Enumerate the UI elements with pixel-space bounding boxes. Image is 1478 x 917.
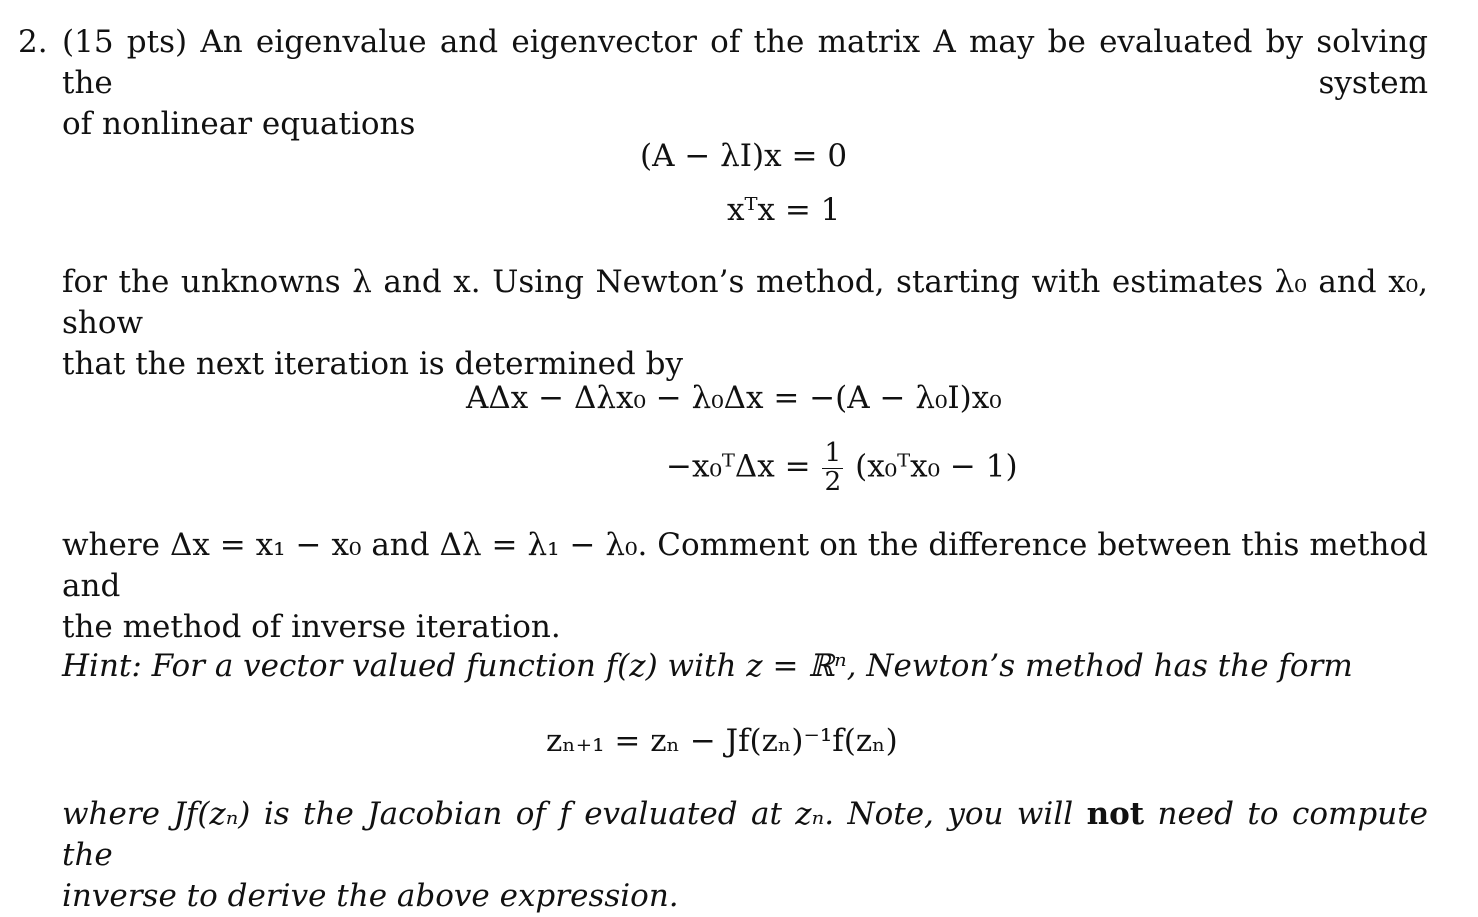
newton-eq1-lhs: AΔx − Δλx₀ − λ₀Δx bbox=[466, 380, 764, 416]
one-half-fraction bbox=[822, 440, 843, 496]
newton-hint-formula: zₙ₊₁ = zₙ − Jf(zₙ)⁻¹f(zₙ) bbox=[546, 723, 898, 759]
where-line-1: where Δx = x₁ − x₀ and Δλ = λ₁ − λ₀. Comment on the difference between this method and bbox=[62, 527, 1428, 604]
middle-line-1: for the unknowns λ and x. Using Newton’s method, starting with estimates λ₀ and x₀, show bbox=[62, 264, 1428, 341]
where-line-2: the method of inverse iteration. bbox=[62, 609, 561, 645]
system-eq2-rhs: = 1 bbox=[784, 192, 841, 228]
intro-paragraph bbox=[62, 22, 1428, 145]
system-eq1-rhs: = 0 bbox=[791, 138, 848, 174]
middle-paragraph bbox=[62, 262, 1428, 385]
fraction-denominator: 2 bbox=[824, 466, 842, 497]
hint-line-2 bbox=[62, 794, 1428, 876]
middle-line-2: that the next iteration is determined by bbox=[62, 346, 683, 382]
hint-line-2-before: where Jf(zₙ) is the Jacobian of f evaluated at zₙ. Note, you will bbox=[62, 796, 1087, 832]
intro-line-1: (15 pts) An eigenvalue and eigenvector of the matrix A may be evaluated by solving the system bbox=[62, 24, 1428, 101]
newton-eq2-equals: = bbox=[784, 448, 811, 485]
system-equation-2 bbox=[727, 190, 840, 231]
system-equation-1 bbox=[640, 136, 847, 177]
system-eq2-lhs: xᵀx bbox=[727, 192, 775, 228]
problem-number: 2. bbox=[18, 24, 48, 60]
hint-paragraph bbox=[62, 794, 1428, 917]
newton-eq2-lhs: −x₀ᵀΔx bbox=[666, 448, 775, 485]
newton-equation-2 bbox=[666, 440, 1018, 496]
where-paragraph bbox=[62, 525, 1428, 648]
intro-line-2: of nonlinear equations bbox=[62, 106, 416, 142]
fraction-numerator: 1 bbox=[824, 438, 842, 468]
hint-line-3: inverse to derive the above expression. bbox=[62, 878, 679, 914]
newton-equation-1 bbox=[466, 378, 1002, 419]
system-eq1-lhs: (A − λI)x bbox=[640, 138, 782, 174]
newton-eq1-rhs: = −(A − λ₀I)x₀ bbox=[773, 380, 1002, 416]
newton-eq2-rhs-tail: (x₀ᵀx₀ − 1) bbox=[855, 448, 1018, 485]
hint-line-1: Hint: For a vector valued function f(z) with z = ℝⁿ, Newton’s method has the form bbox=[62, 648, 1353, 684]
hint-bold-not: not bbox=[1086, 796, 1145, 832]
hint-line-2-after: need to compute the bbox=[62, 796, 1428, 873]
